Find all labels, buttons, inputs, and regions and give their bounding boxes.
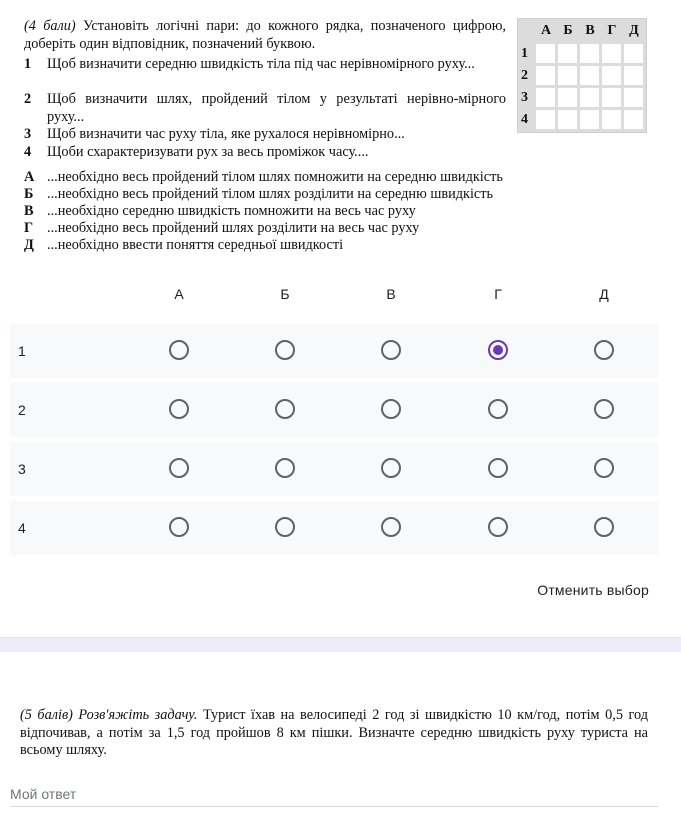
answer-option — [24, 169, 503, 186]
grid-row-2 — [10, 383, 658, 437]
grid-column-header: Г — [494, 286, 502, 302]
answer-table-cell — [624, 110, 643, 129]
question-item-number: 3 — [24, 126, 32, 142]
grid-row-3 — [10, 442, 658, 496]
answer-table-cell — [580, 110, 599, 129]
grid-row-label: 3 — [18, 461, 26, 477]
question-item — [24, 144, 506, 162]
answer-option-letter: Б — [24, 186, 34, 202]
section-divider — [0, 637, 681, 652]
radio-4-a[interactable] — [169, 517, 189, 537]
task-question — [20, 707, 648, 760]
answer-option-letter: В — [24, 203, 34, 219]
answer-option-letter: Д — [24, 237, 34, 253]
question-item — [24, 91, 506, 126]
radio-2-d[interactable] — [594, 399, 614, 419]
question-instruction: Установіть логічні пари: до кожного рядка, позначеного цифрою, доберіть один відповідник, позначений буквою. — [24, 18, 506, 52]
answer-table-cell — [624, 44, 643, 63]
question-item-number: 1 — [24, 56, 32, 72]
answer-table-row-header: 1 — [521, 46, 528, 61]
radio-3-v[interactable] — [381, 458, 401, 478]
answer-option-text: ...необхідно весь пройдений тілом шлях розділити на середню швидкість — [47, 186, 494, 202]
radio-4-b[interactable] — [275, 517, 295, 537]
answer-table-cell — [602, 110, 621, 129]
answer-input[interactable] — [10, 782, 658, 807]
answer-table-cell — [580, 66, 599, 85]
grid-column-header: Б — [280, 286, 290, 302]
question-item-number: 2 — [24, 91, 32, 107]
radio-1-d[interactable] — [594, 340, 614, 360]
answer-option-text: ...необхідно весь пройдений тілом шлях помножити на середню швидкість — [47, 169, 503, 185]
answer-option-letter: Г — [24, 220, 34, 236]
answer-table-cell — [624, 66, 643, 85]
question-points: (4 бали) — [24, 18, 76, 34]
question-item — [24, 126, 506, 144]
radio-2-g[interactable] — [488, 399, 508, 419]
answer-table-col-header: А — [540, 23, 552, 38]
answer-table-cell — [580, 44, 599, 63]
answer-option-text: ...необхідно весь пройдений шлях розділити на весь час руху — [47, 220, 420, 236]
radio-3-a[interactable] — [169, 458, 189, 478]
radio-1-a[interactable] — [169, 340, 189, 360]
radio-1-g[interactable] — [488, 340, 508, 360]
radio-3-g[interactable] — [488, 458, 508, 478]
question-item-text: Щоб визначити середню швидкість тіла під час нерівномірного руху... — [47, 56, 475, 72]
answer-table-cell — [536, 110, 555, 129]
answer-table-cell — [536, 88, 555, 107]
radio-1-b[interactable] — [275, 340, 295, 360]
answer-option — [24, 220, 419, 237]
question-item-number: 4 — [24, 144, 32, 160]
radio-4-v[interactable] — [381, 517, 401, 537]
answer-option-text: ...необхідно ввести поняття середньої швидкості — [47, 237, 344, 253]
radio-2-v[interactable] — [381, 399, 401, 419]
radio-2-a[interactable] — [169, 399, 189, 419]
answer-table-col-header: Б — [563, 23, 573, 38]
radio-4-d[interactable] — [594, 517, 614, 537]
grid-row-1 — [10, 324, 658, 378]
answer-option-text: ...необхідно середню швидкість помножити на весь час руху — [47, 203, 416, 219]
radio-4-g[interactable] — [488, 517, 508, 537]
grid-row-label: 4 — [18, 520, 26, 536]
radio-3-d[interactable] — [594, 458, 614, 478]
answer-table-cell — [536, 66, 555, 85]
answer-table-cell — [536, 44, 555, 63]
answer-table-cell — [602, 44, 621, 63]
grid-column-header: А — [174, 286, 184, 302]
answer-table-cell — [602, 88, 621, 107]
answer-table-col-header: Д — [629, 23, 639, 38]
answer-table-cell — [602, 66, 621, 85]
task-lead: Розв'яжіть задачу. — [78, 707, 198, 723]
answer-table-cell — [624, 88, 643, 107]
grid-row-label: 1 — [18, 343, 26, 359]
answer-table-col-header: В — [585, 23, 595, 38]
question-item-text: Щоб визначити шлях, пройдений тілом у результаті нерівно-мірного руху... — [47, 91, 506, 125]
radio-1-v[interactable] — [381, 340, 401, 360]
answer-table-cell — [558, 44, 577, 63]
answer-table-row-header: 3 — [521, 90, 528, 105]
question-intro — [24, 18, 506, 53]
radio-2-b[interactable] — [275, 399, 295, 419]
grid-column-header: Д — [599, 286, 609, 302]
answer-table-col-header: Г — [607, 23, 617, 38]
answer-table — [517, 18, 647, 133]
radio-3-b[interactable] — [275, 458, 295, 478]
grid-row-label: 2 — [18, 402, 26, 418]
grid-row-4 — [10, 501, 658, 555]
task-points: (5 балів) — [20, 707, 73, 723]
question-item-text: Щоби схарактеризувати рух за весь проміжок часу.... — [47, 144, 369, 160]
answer-option — [24, 186, 493, 203]
answer-option-letter: А — [24, 169, 35, 185]
grid-column-header: В — [386, 286, 396, 302]
question-item-text: Щоб визначити час руху тіла, яке рухалося нерівномірно... — [47, 126, 405, 142]
answer-option — [24, 237, 343, 254]
answer-table-cell — [558, 110, 577, 129]
answer-table-cell — [558, 88, 577, 107]
question-item — [24, 56, 506, 74]
task-text: Турист їхав на велосипеді 2 год зі швидкістю 10 км/год, потім 0,5 год відпочивав, а потім за 1,5 год пройшов 8 км пішки. Визначте середню швидкість руху туриста на всьому шляху. — [20, 707, 648, 758]
answer-table-cell — [558, 66, 577, 85]
answer-table-cell — [580, 88, 599, 107]
question-image — [0, 0, 681, 262]
answer-table-row-header: 4 — [521, 112, 528, 127]
answer-option — [24, 203, 416, 220]
answer-table-row-header: 2 — [521, 68, 528, 83]
clear-selection-button[interactable]: Отменить выбор — [537, 582, 649, 598]
